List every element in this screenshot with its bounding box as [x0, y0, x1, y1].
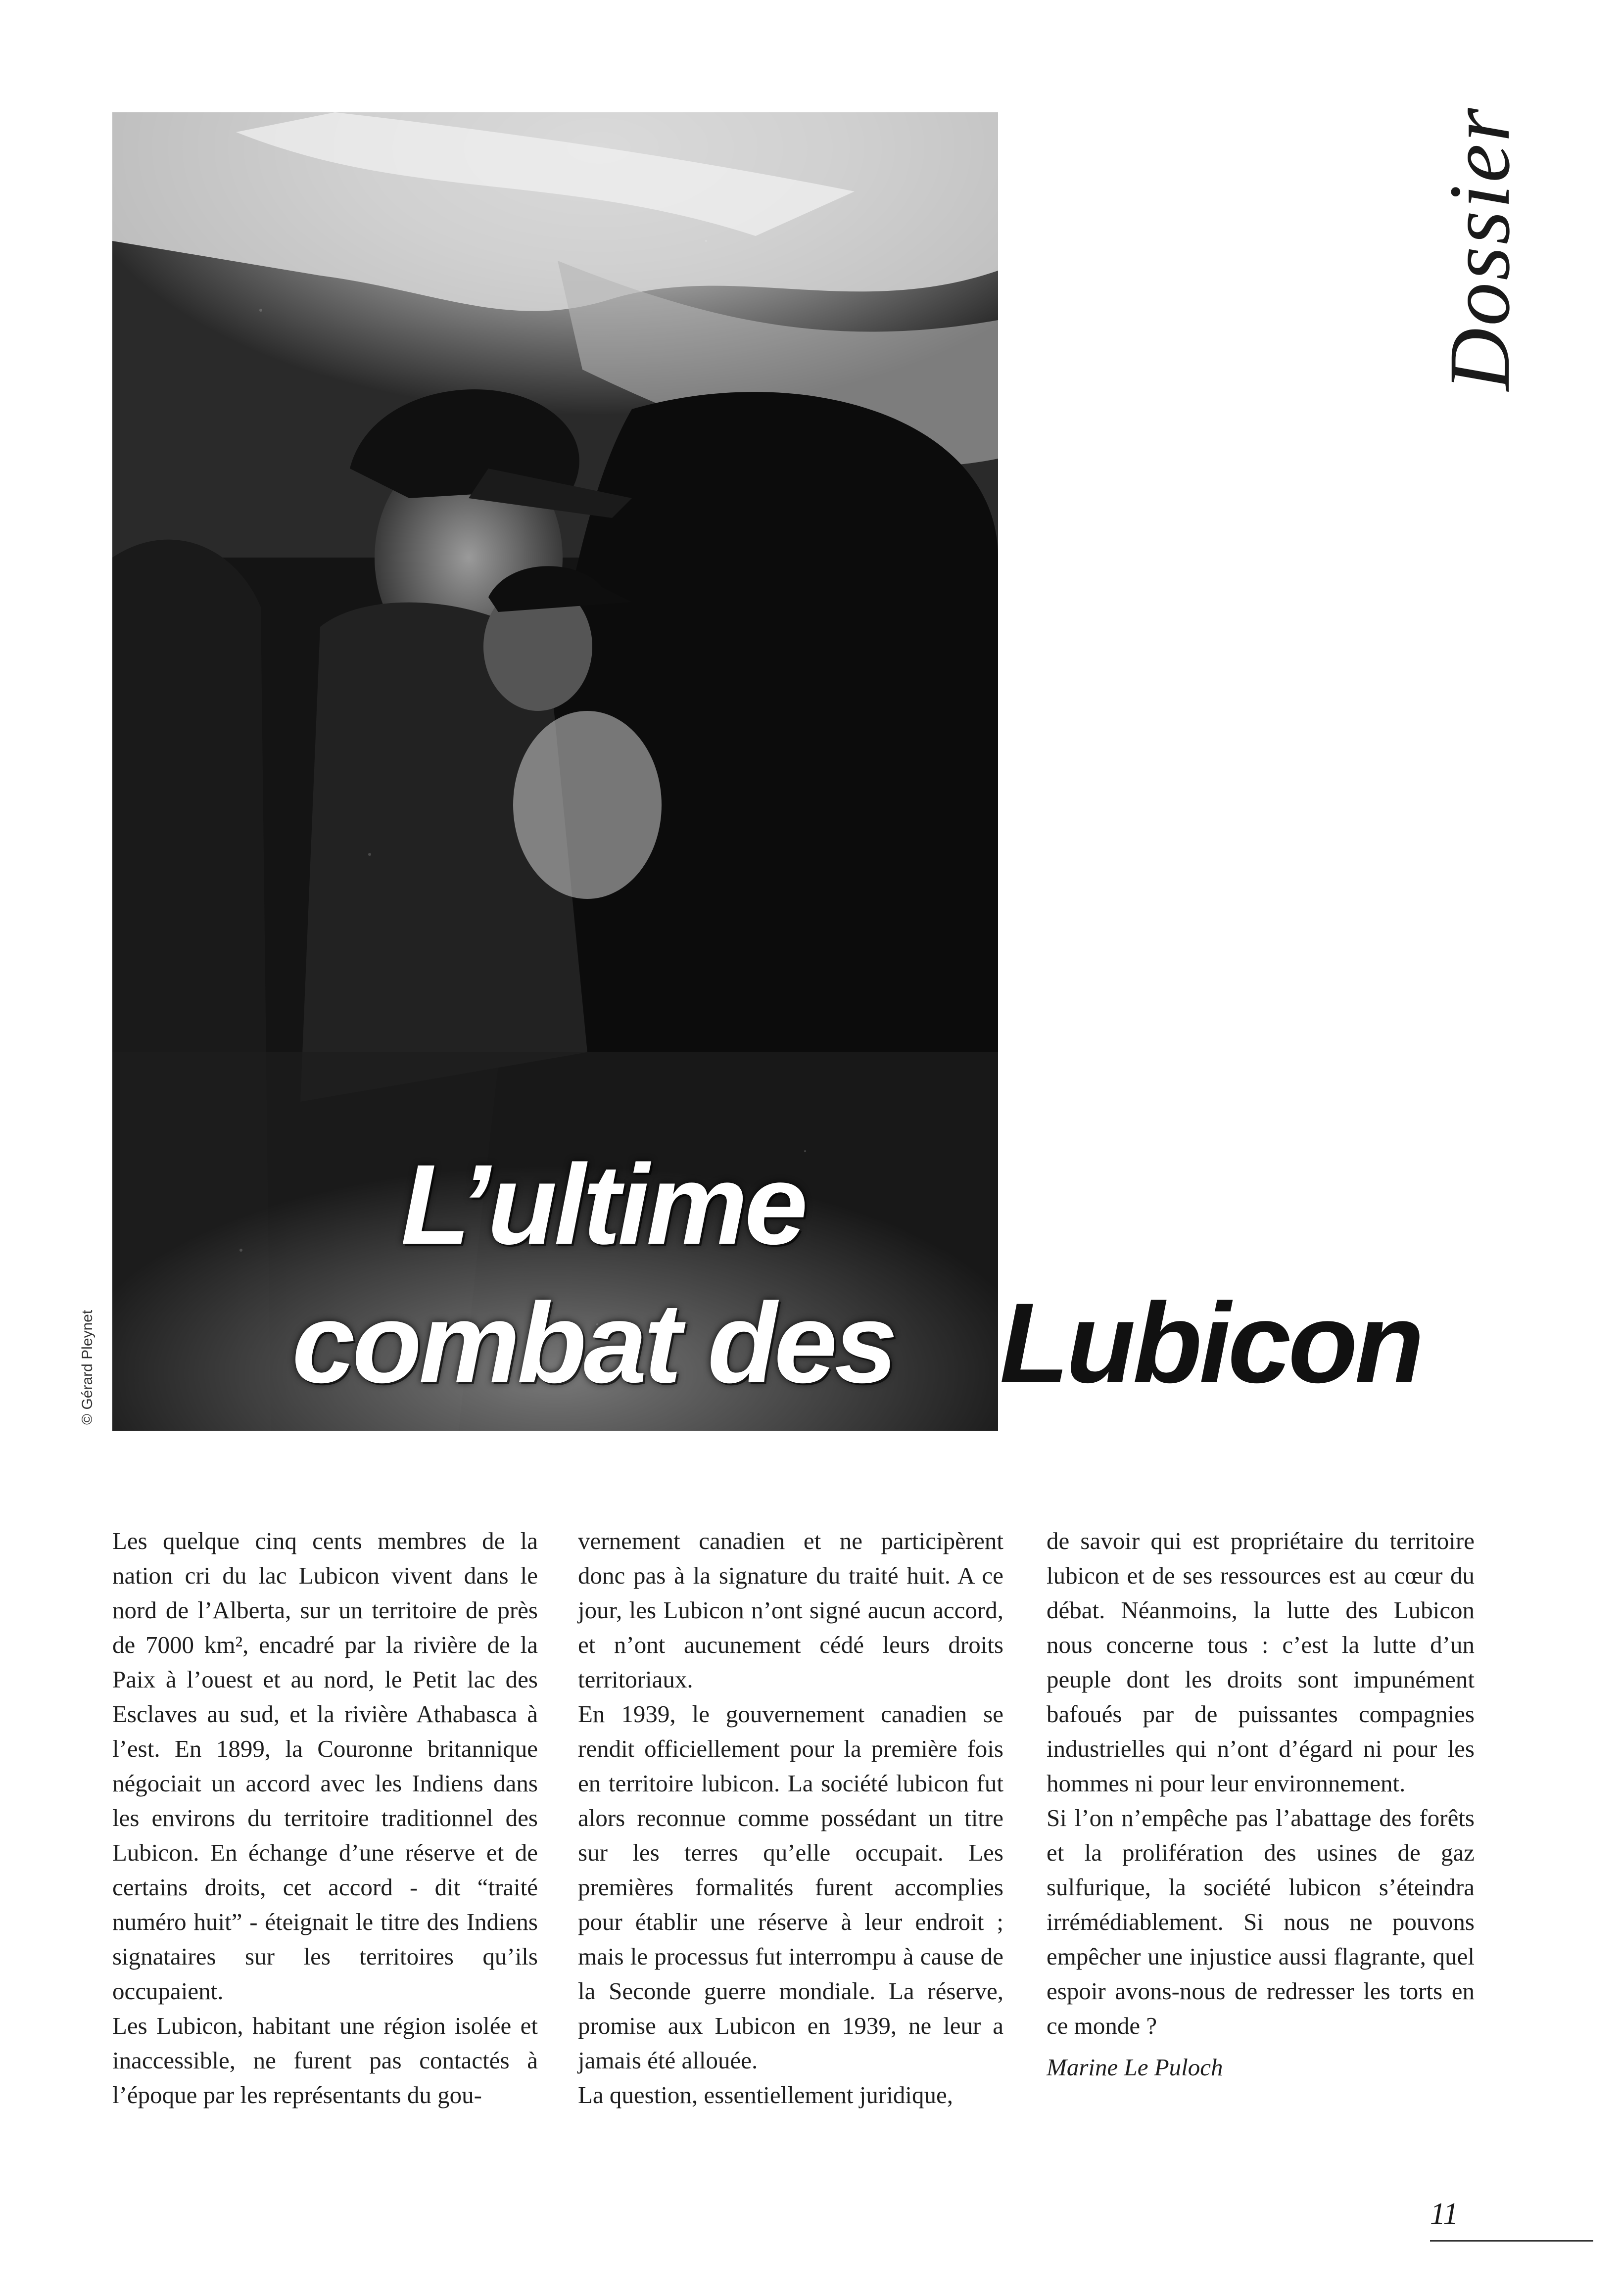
author-signature: Marine Le Puloch	[1047, 2054, 1223, 2081]
article-column-2	[578, 1524, 1003, 2112]
paragraph: En 1939, le gouvernement canadien se rendit officiellement pour la première fois en territoire lubicon. La société lubicon fut alors reconnue comme possédant un titre sur les terres qu’elle occupait. Les premières formalités furent accomplies pour établir une réserve à leur endroit ; mais le processus fut interrompu à cause de la Seconde guerre mondiale. La réserve, promise aux Lubicon en 1939, ne leur a jamais été allouée.	[578, 1700, 1003, 2074]
page-number-rule	[1430, 2240, 1593, 2242]
paragraph: vernement canadien et ne participèrent donc pas à la signature du traité huit. A ce jour, les Lubicon n’ont signé aucun accord, et n’ont aucunement cédé leurs droits territoriaux.	[578, 1527, 1003, 1693]
article-column-1	[112, 1524, 538, 2112]
paragraph: Si l’on n’empêche pas l’abattage des forêts et la prolifération des usines de gaz sulfurique, la société lubicon s’éteindra irrémédiablement. Si nous ne pouvons empêcher une injustice aussi flagrante, quel espoir avons-nous de redresser les torts en ce monde ?	[1047, 1804, 1475, 2039]
paragraph: La question, essentiellement juridique,	[578, 2081, 953, 2109]
paragraph: Les Lubicon, habitant une région isolée et inaccessible, ne furent pas contactés à l’époque par les représentants du gou-	[112, 2012, 538, 2109]
page-number: 11	[1430, 2197, 1459, 2231]
headline-line-2a: combat des	[292, 1279, 895, 1406]
paragraph: de savoir qui est propriétaire du territoire lubicon et de ses ressources est au cœur du débat. Néanmoins, la lutte des Lubicon nous concerne tous : c’est la lutte d’un peuple dont les droits sont impunément bafoués par de puissantes compagnies industrielles qui n’ont d’égard ni pour les hommes ni pour leur environnement.	[1047, 1527, 1475, 1797]
section-label: Dossier	[1431, 106, 1528, 391]
headline-line-2b: Lubicon	[1000, 1279, 1422, 1406]
article-column-3	[1047, 1524, 1475, 2085]
headline-line-1: L’ultime	[401, 1141, 805, 1268]
photo-credit: © Gérard Pleynet	[79, 1310, 95, 1425]
paragraph: Les quelque cinq cents membres de la nation cri du lac Lubicon vivent dans le nord de l’Alberta, sur un territoire de près de 7000 km², encadré par la rivière de la Paix à l’ouest et au nord, le Petit lac des Esclaves au sud, et la rivière Athabasca à l’est. En 1899, la Couronne britannique négociait un accord avec les Indiens dans les environs du territoire traditionnel des Lubicon. En échange d’une réserve et de certains droits, cet accord - dit “traité numéro huit” - éteignait le titre des Indiens signataires sur les territoires qu’ils occupaient.	[112, 1527, 538, 2005]
